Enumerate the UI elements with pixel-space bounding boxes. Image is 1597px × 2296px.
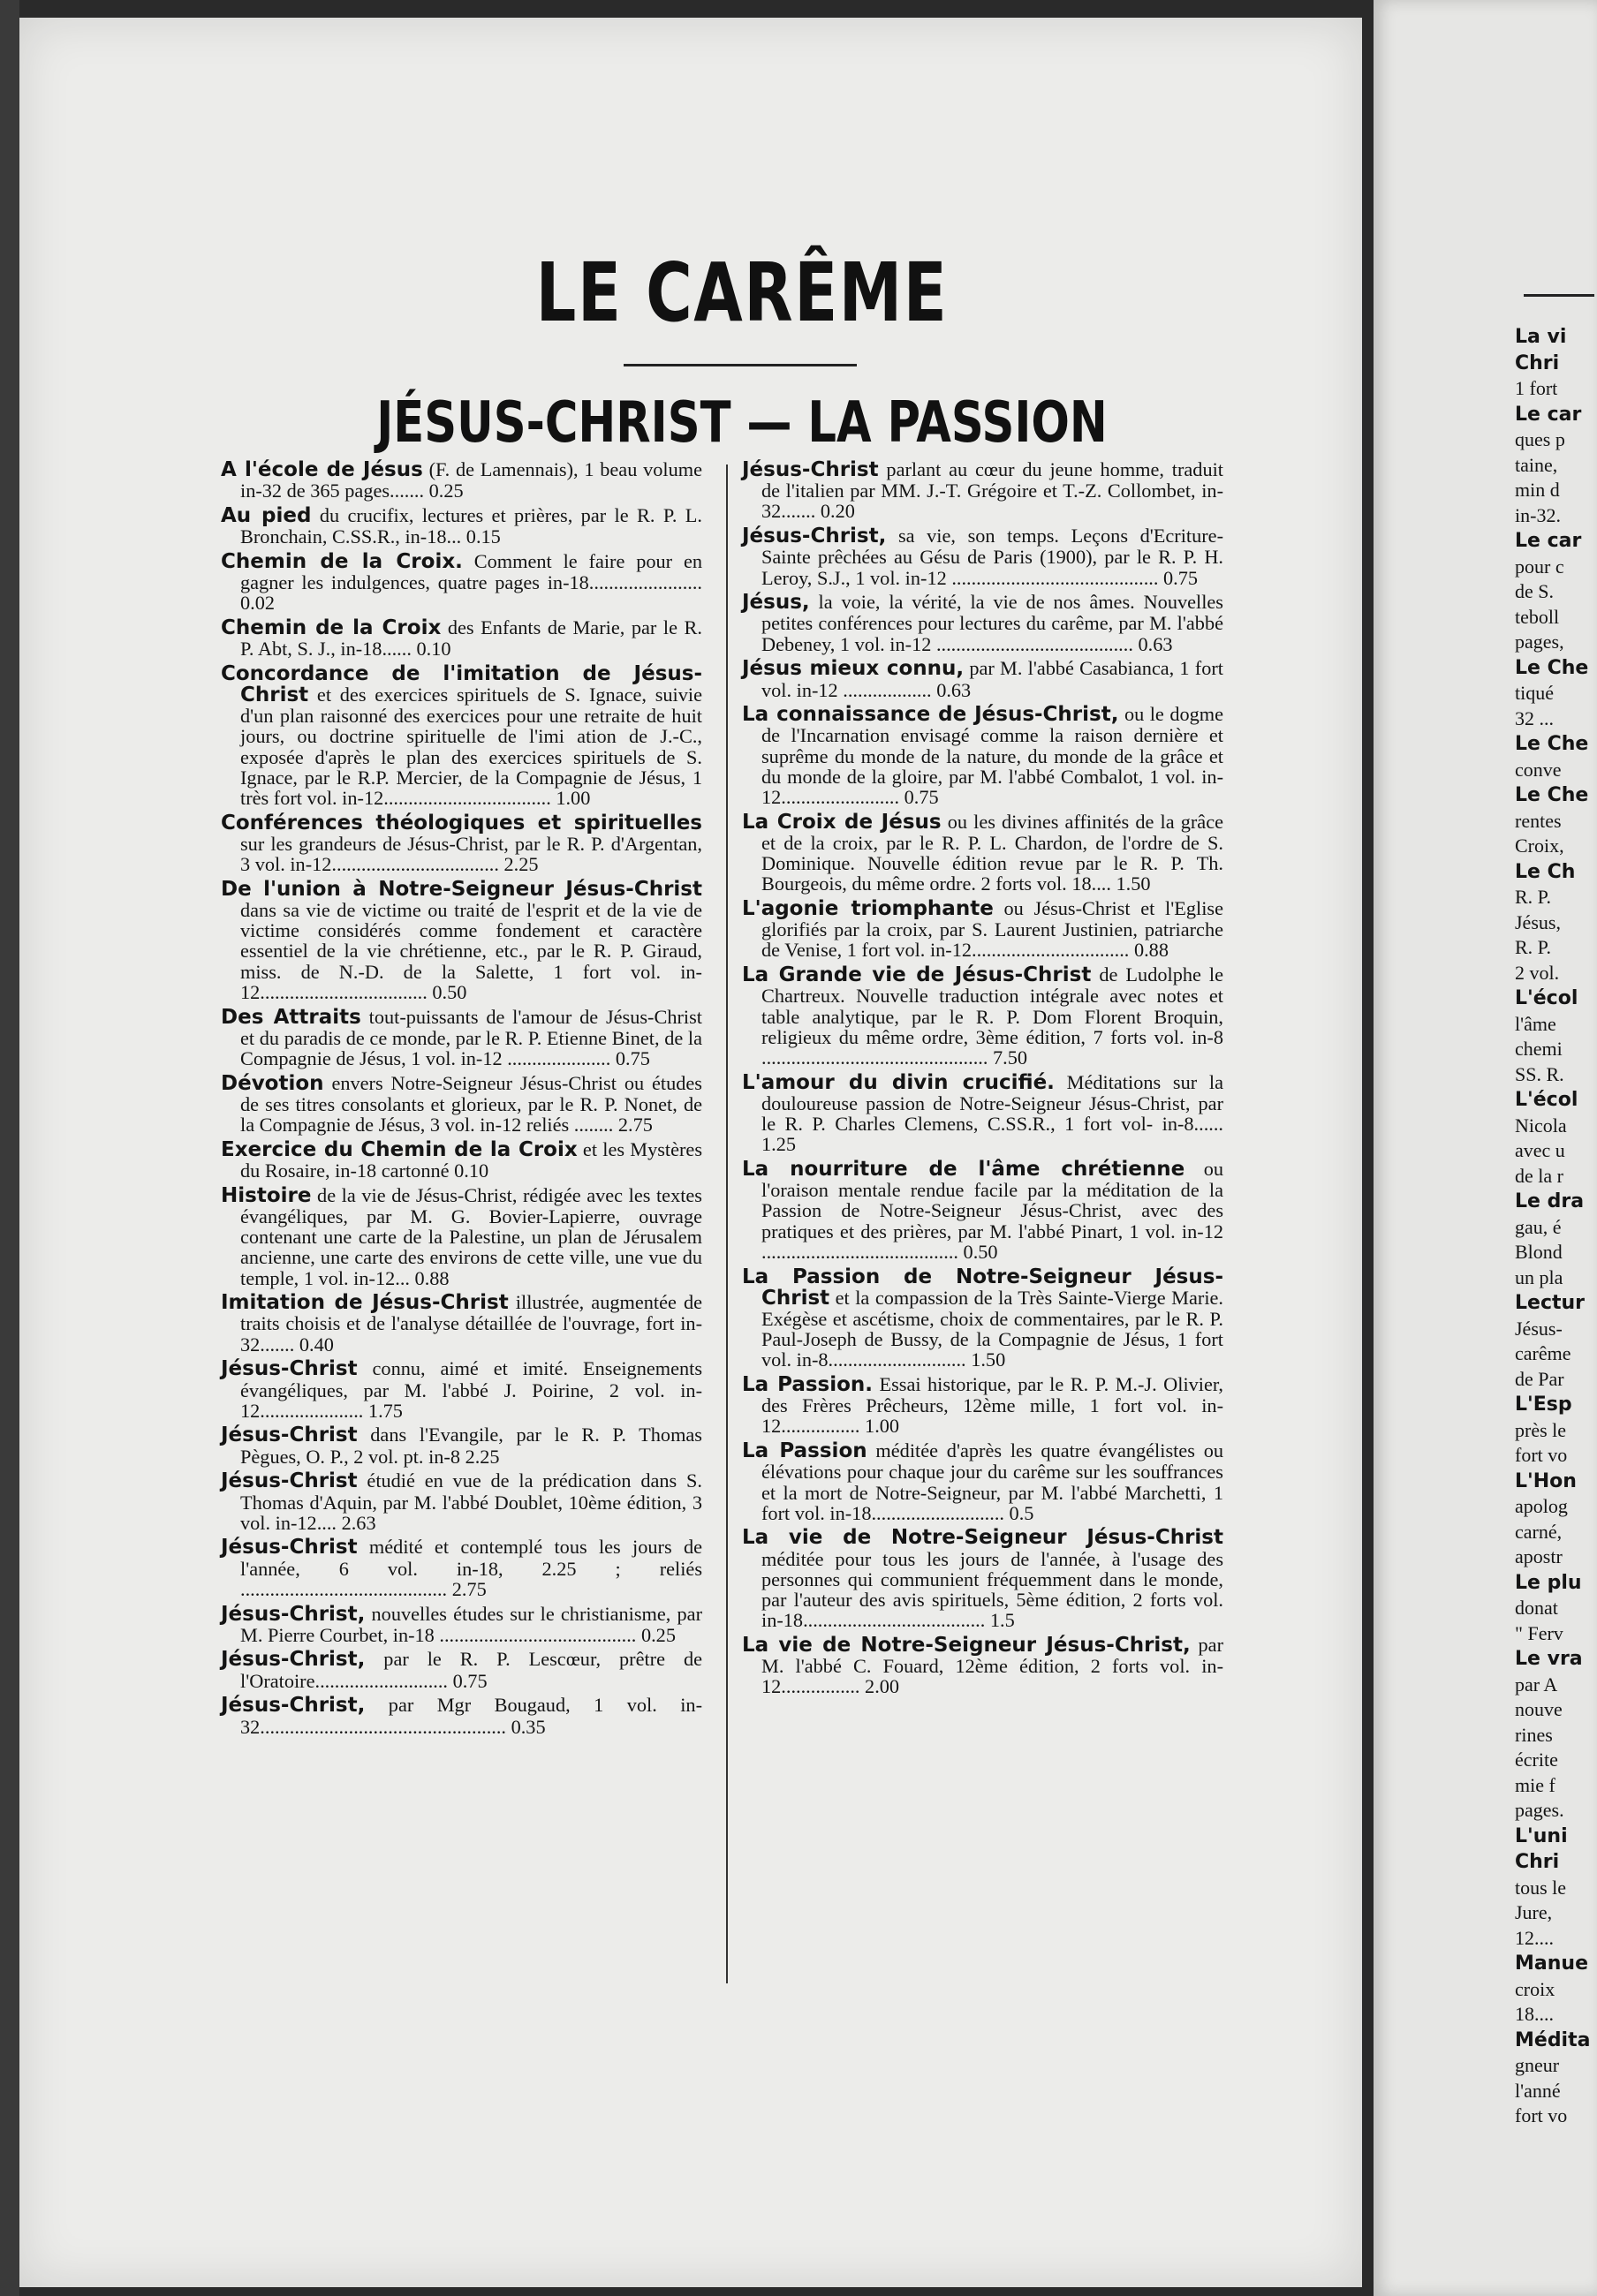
catalog-entry: [1515, 1242, 1597, 1263]
catalog-entry: [742, 1159, 1223, 1262]
catalog-entry: [221, 1358, 702, 1421]
left-column: [221, 459, 702, 1741]
catalog-entry: [221, 1292, 702, 1355]
catalog-entry: [1515, 1826, 1597, 1847]
catalog-entry: [1515, 809, 1597, 832]
catalog-entry: [221, 505, 702, 547]
catalog-entry: [1515, 1621, 1597, 1644]
adjacent-page-column: [1515, 327, 1597, 2132]
entry-description: croix: [1515, 1977, 1555, 2000]
entry-description: des Enfants de Marie, par le R. P. Abt, S. J., in-18...... 0.10: [240, 616, 703, 661]
entry-description: ou Jésus-Christ et l'Eglise glorifiés par la croix, par S. Laurent Justinien, patriarche de Venise, 1 fort vol. in-12................................ 0.88: [761, 897, 1223, 962]
catalog-entry: [1515, 1012, 1597, 1035]
catalog-entry: [742, 898, 1223, 961]
catalog-entry: [742, 812, 1223, 895]
catalog-entry: [1515, 1418, 1597, 1441]
catalog-entry: [221, 551, 702, 614]
entry-description: chemi: [1515, 1038, 1563, 1060]
catalog-entry: [742, 459, 1223, 522]
entry-description: par le R. P. Lescœur, prêtre de l'Oratoire........................... 0.75: [240, 1648, 702, 1692]
entry-title: La Passion.: [742, 1373, 874, 1397]
catalog-entry: [1515, 1116, 1597, 1137]
title-rule: [624, 364, 857, 366]
entry-description: sa vie, son temps. Leçons d'Ecriture-Sainte prêchées au Gésu de Paris (1900), par le R. P. H. Leroy, S.J., 1 vol. in-12 .......................................... 0.75: [761, 525, 1223, 589]
catalog-entry: [742, 1072, 1223, 1155]
entry-description: l'anné: [1515, 2079, 1561, 2102]
catalog-entry: [221, 1649, 702, 1690]
entry-description: écrite: [1515, 1748, 1558, 1771]
entry-description: sur les grandeurs de Jésus-Christ, par le R. P. d'Argentan, 3 vol. in-12.................................. 2.25: [240, 832, 702, 876]
entry-title: Le plu: [1515, 1571, 1582, 1594]
entry-description: fort vo: [1515, 2104, 1568, 2126]
catalog-entry: [1515, 430, 1597, 450]
entry-description: rines: [1515, 1723, 1553, 1746]
entry-title: La vie de Notre-Seigneur Jésus-Christ: [742, 1526, 1223, 1550]
entry-description: méditée d'après les quatre évangélistes ou élévations pour chaque jour du carême sur les souffrances et la mort de Notre-Seigneur, par M. l'abbé Marchetti, 1 fort vol. in-18........................... 0.5: [761, 1439, 1223, 1524]
catalog-entry: [1515, 2106, 1597, 2126]
catalog-entry: [1515, 862, 1597, 883]
catalog-entry: [1515, 734, 1597, 755]
entry-description: l'âme: [1515, 1012, 1556, 1035]
entry-description: du crucifix, lectures et prières, par le R. P. L. Bronchain, C.SS.R., in-18... 0.15: [240, 503, 702, 548]
entry-title: L'écol: [1515, 987, 1578, 1009]
entry-description: 1 fort: [1515, 377, 1558, 399]
entry-title: Le Che: [1515, 784, 1589, 806]
catalog-entry: [1515, 1773, 1597, 1796]
entry-title: Concordance de l'imitation de Jésus-Christ: [221, 661, 702, 707]
catalog-entry: [742, 525, 1223, 588]
entry-title: L'agonie triomphante: [742, 897, 994, 921]
catalog-entry: [1515, 1215, 1597, 1238]
catalog-entry: [1515, 1497, 1597, 1517]
entry-title: La vie de Notre-Seigneur Jésus-Christ,: [742, 1633, 1191, 1657]
catalog-entry: [1515, 1265, 1597, 1288]
catalog-entry: [1515, 658, 1597, 679]
entry-title: Jésus-Christ: [221, 1469, 358, 1493]
entry-title: L'Hon: [1515, 1469, 1577, 1492]
catalog-entry: [1515, 503, 1597, 526]
entry-description: pour c: [1515, 555, 1564, 578]
entry-description: par Mgr Bougaud, 1 vol. in-32.................................................. 0.35: [240, 1694, 702, 1738]
entry-description: conve: [1515, 758, 1562, 781]
catalog-entry: [1515, 2056, 1597, 2076]
catalog-entry: [1515, 1878, 1597, 1899]
entry-description: Jésus-: [1515, 1317, 1563, 1340]
right-column: [742, 459, 1223, 1701]
catalog-entry: [1515, 1801, 1597, 1821]
entry-description: in-32.: [1515, 503, 1561, 526]
entry-description: parlant au cœur du jeune homme, traduit de l'italien par MM. J.-T. Grégoire et T.-Z. Collombet, in-32....... 0.20: [761, 458, 1223, 523]
catalog-entry: [742, 1527, 1223, 1630]
catalog-entry: [1515, 2081, 1597, 2102]
entry-title: Médita: [1515, 2028, 1591, 2051]
entry-title: Jésus-Christ,: [221, 1694, 366, 1718]
entry-title: La Grande vie de Jésus-Christ: [742, 963, 1092, 987]
entry-description: étudié en vue de la prédication dans S. Thomas d'Aquin, par M. l'abbé Doublet, 10ème édition, 3 vol. in-12.... 2.63: [240, 1469, 702, 1534]
entry-description: tout-puissants de l'amour de Jésus-Christ et du paradis de ce monde, par le R. P. Etienne Binet, de la Compagnie de Jésus, 1 vol. in-12 ..................... 0.75: [240, 1005, 702, 1069]
entry-description: ques p: [1515, 428, 1565, 450]
entry-description: méditée pour tous les jours de l'année, à l'usage des personnes qui communient fréquemment dans le monde, par l'auteur des avis spirituels, 5ème édition, 2 forts vol. in-18..................................... 1.5: [761, 1547, 1223, 1632]
catalog-entry: [221, 617, 702, 659]
catalog-entry: [1515, 1903, 1597, 1923]
entry-description: apolog: [1515, 1495, 1568, 1517]
entry-description: Essai historique, par le R. P. M.-J. Olivier, des Frères Prêcheurs, 12ème mille, 1 fort vol. in-12................ 1.00: [761, 1373, 1223, 1438]
entry-description: carné,: [1515, 1520, 1563, 1543]
catalog-entry: [742, 704, 1223, 807]
entry-description: gau, é: [1515, 1215, 1562, 1238]
entry-description: et les Mystères du Rosaire, in-18 cartonné 0.10: [240, 1137, 703, 1182]
entry-title: Dévotion: [221, 1071, 324, 1095]
entry-description: médité et contemplé tous les jours de l'année, 6 vol. in-18, 2.25 ; reliés .......................................... 2.75: [240, 1536, 702, 1600]
catalog-entry: [1515, 1926, 1597, 1949]
entry-description: 32 ...: [1515, 706, 1554, 729]
entry-description: de Ludolphe le Chartreux. Nouvelle traduction intégrale avec notes et table analytique, par le R. P. Dom Florent Broquin, religieux du même ordre, 3ème édition, 7 forts vol. in-8 .............................................. 7.50: [761, 963, 1224, 1069]
entry-description: (F. de Lamennais), 1 beau volume in-32 de 365 pages....... 0.25: [240, 458, 702, 502]
entry-description: dans sa vie de victime ou traité de l'esprit et de la vie de victime considérés comme fondement et caractère essentiel de la vie chrétienne, etc., par le R. P. Giraud, miss. de N.-D. de la Salette, 1 fort vol. in-12.................................. 0.50: [240, 899, 702, 1003]
catalog-entry: [221, 1695, 702, 1736]
catalog-entry: [1515, 988, 1597, 1009]
entry-title: Le vra: [1515, 1648, 1583, 1670]
catalog-entry: [1515, 1039, 1597, 1060]
entry-description: dans l'Evangile, par le R. P. Thomas Pègues, O. P., 2 vol. pt. in-8 2.25: [240, 1424, 702, 1468]
catalog-entry: [1515, 1367, 1597, 1390]
entry-title: Jésus-Christ,: [221, 1648, 366, 1672]
catalog-entry: [221, 879, 702, 1002]
catalog-entry: [1515, 453, 1597, 476]
catalog-entry: [1515, 1750, 1597, 1771]
entry-title: Des Attraits: [221, 1005, 361, 1029]
catalog-entry: [1515, 1090, 1597, 1111]
entry-description: rentes: [1515, 809, 1562, 832]
catalog-entry: [221, 1470, 702, 1533]
entry-title: Jésus-Christ: [221, 1357, 358, 1381]
entry-description: et des exercices spirituels de S. Ignace, suivie d'un plan raisonné des exercices pour une retraite de huit jours, ou doctrine spirituelle de l'imi ation de J.-C., exposée d'après le plan des exercices spirituels de S. Ignace, par le R.P. Mercier, de la Compagnie de Jésus, 1 très fort vol. in-12.................................. 1.00: [240, 684, 702, 810]
entry-description: pages.: [1515, 1799, 1564, 1821]
entry-title: Jésus mieux connu,: [742, 657, 965, 681]
catalog-entry: [1515, 1164, 1597, 1187]
catalog-entry: [221, 663, 702, 808]
entry-description: tiqué: [1515, 682, 1554, 704]
entry-description: Nicola: [1515, 1114, 1567, 1137]
entry-description: illustrée, augmentée de traits choisis et de l'analyse détaillée de l'ouvrage, fort in-32....... 0.40: [240, 1291, 702, 1356]
entry-title: La nourriture de l'âme chrétienne: [742, 1158, 1185, 1181]
entry-title: Conférences théologiques et spirituelles: [221, 811, 702, 835]
entry-description: tous le: [1515, 1876, 1567, 1899]
entry-description: ou l'oraison mentale rendue facile par la méditation de la Passion de Notre-Seigneur Jésus-Christ, avec des pratiques et des prières, par M. l'abbé Pinart, 1 vol. in-12 ........................................ 0.50: [761, 1158, 1224, 1263]
entry-title: L'uni: [1515, 1824, 1568, 1847]
entry-description: un pla: [1515, 1265, 1563, 1288]
catalog-entry: [1515, 938, 1597, 958]
catalog-entry: [1515, 785, 1597, 806]
entry-title: Au pied: [221, 503, 312, 527]
catalog-entry: [1515, 1522, 1597, 1543]
entry-description: pages,: [1515, 631, 1564, 653]
entry-title: A l'école de Jésus: [221, 458, 423, 481]
catalog-entry: [742, 1635, 1223, 1697]
catalog-entry: [1515, 706, 1597, 729]
catalog-entry: [1515, 557, 1597, 578]
catalog-entry: [1515, 1598, 1597, 1619]
catalog-entry: [742, 1266, 1223, 1371]
catalog-entry: [221, 1007, 702, 1069]
entry-description: ou les divines affinités de la grâce et de la croix, par le R. P. L. Chardon, de l'ordre de S. Dominique. Nouvelle édition revue par le R. P. Th. Bourgeois, du même ordre. 2 forts vol. 18.... 1.50: [761, 810, 1223, 895]
catalog-entry: [221, 1139, 702, 1181]
entry-title: Jésus-Christ,: [742, 525, 887, 548]
catalog-entry: [1515, 1573, 1597, 1594]
catalog-entry: [742, 592, 1223, 654]
entry-description: nouve: [1515, 1698, 1563, 1720]
page-subtitle: JÉSUS-CHRIST — LA PASSION: [376, 390, 1108, 456]
entry-title: Jésus,: [742, 591, 810, 615]
entry-description: ou le dogme de l'Incarnation envisagé comme la raison dernière et suprême du monde de la nature, du monde de la grâce et du monde de la gloire, par M. l'abbé Combalot, 1 vol. in-12........................ 0.75: [761, 703, 1224, 809]
entry-title: La Croix de Jésus: [742, 810, 942, 834]
catalog-entry: [742, 1374, 1223, 1437]
entry-title: L'écol: [1515, 1089, 1578, 1111]
entry-title: Imitation de Jésus-Christ: [221, 1291, 509, 1315]
catalog-entry: [221, 812, 702, 875]
entry-description: mie f: [1515, 1773, 1555, 1796]
entry-title: Le Che: [1515, 656, 1589, 679]
entry-title: Le Ch: [1515, 860, 1576, 883]
entry-title: Chemin de la Croix.: [221, 549, 463, 573]
catalog-entry: [221, 1537, 702, 1599]
entry-title: Histoire: [221, 1183, 312, 1207]
catalog-entry: [1515, 2030, 1597, 2051]
catalog-entry: [1515, 1141, 1597, 1161]
entry-title: De l'union à Notre-Seigneur Jésus-Christ: [221, 877, 702, 901]
catalog-entry: [1515, 1394, 1597, 1416]
catalog-entry: [1515, 684, 1597, 704]
entry-title: L'amour du divin crucifié.: [742, 1070, 1055, 1094]
entry-description: gneur: [1515, 2054, 1560, 2076]
entry-title: La Passion de Notre-Seigneur Jésus-Christ: [742, 1265, 1223, 1310]
scan-edge-left: [0, 0, 19, 2296]
entry-description: la voie, la vérité, la vie de nos âmes. Nouvelles petites conférences pour lectures du carême, par M. l'abbé Debeney, 1 vol. in-12 ........................................ 0.63: [761, 591, 1223, 655]
entry-title: Jésus-Christ: [221, 1424, 358, 1447]
entry-title: La connaissance de Jésus-Christ,: [742, 703, 1119, 727]
catalog-entry: [1515, 910, 1597, 933]
catalog-entry: [1515, 1471, 1597, 1492]
entry-title: Chri: [1515, 1851, 1560, 1873]
catalog-entry: [1515, 1977, 1597, 2000]
entry-description: teboll: [1515, 605, 1560, 628]
entry-description: de Par: [1515, 1367, 1564, 1390]
catalog-entry: [1515, 1062, 1597, 1085]
catalog-entry: [742, 964, 1223, 1068]
catalog-entry: [1515, 1547, 1597, 1567]
entry-description: Croix,: [1515, 835, 1564, 857]
entry-title: Jésus-Christ: [742, 458, 879, 481]
entry-title: Chri: [1515, 351, 1560, 374]
catalog-entry: [742, 1440, 1223, 1523]
catalog-entry: [1515, 1446, 1597, 1466]
entry-description: et la compassion de la Très Sainte-Vierge Marie. Exégèse et ascétisme, choix de commentaires, par le R. P. Paul-Joseph de Bussy, de la Compagnie de Jésus, 1 fort vol. in-8............................ 1.50: [761, 1286, 1223, 1371]
entry-title: La vi: [1515, 326, 1567, 348]
entry-title: Exercice du Chemin de la Croix: [221, 1137, 578, 1161]
entry-description: par M. l'abbé C. Fouard, 12ème édition, 2 forts vol. in-12................ 2.00: [761, 1633, 1224, 1698]
entry-description: par A: [1515, 1673, 1558, 1696]
entry-description: de la vie de Jésus-Christ, rédigée avec les textes évangéliques, par M. G. Bovier-Lapierre, ouvrage contenant une carte de la Palestine, un plan de Jérusalem ancienne, une carte des environs de cette ville, une vue du temple, 1 vol. in-12... 0.88: [240, 1183, 702, 1289]
entry-description: Jure,: [1515, 1901, 1553, 1923]
entry-description: Méditations sur la douloureuse passion de Notre-Seigneur Jésus-Christ, par le R. P. Charles Clemens, C.SS.R., 1 fort vol- in-8...... 1.25: [761, 1070, 1223, 1156]
entry-description: Comment le faire pour en gagner les indulgences, quatre pages in-18....................... 0.02: [240, 549, 702, 615]
catalog-entry: [221, 459, 702, 501]
entry-title: Chemin de la Croix: [221, 616, 442, 639]
catalog-entry: [1515, 353, 1597, 374]
entry-description: R. P.: [1515, 886, 1551, 908]
catalog-entry: [1515, 632, 1597, 653]
entry-description: connu, aimé et imité. Enseignements évangéliques, par M. l'abbé J. Poirine, 2 vol. in-12..................... 1.75: [240, 1357, 702, 1422]
entry-description: donat: [1515, 1597, 1558, 1619]
entry-description: Blond: [1515, 1241, 1563, 1263]
entry-description: min d: [1515, 479, 1560, 501]
catalog-entry: [1515, 480, 1597, 501]
entry-title: La Passion: [742, 1439, 867, 1463]
catalog-entry: [221, 1604, 702, 1645]
catalog-entry: [1515, 327, 1597, 348]
catalog-entry: [1515, 1293, 1597, 1314]
catalog-entry: [1515, 1649, 1597, 1670]
entry-description: avec u: [1515, 1139, 1565, 1161]
catalog-entry: [1515, 605, 1597, 628]
catalog-entry: [221, 1073, 702, 1136]
catalog-entry: [1515, 1700, 1597, 1720]
catalog-entry: [1515, 379, 1597, 399]
catalog-entry: [1515, 963, 1597, 984]
entry-description: envers Notre-Seigneur Jésus-Christ ou études de ses titres consolants et glorieux, par le R. P. Nonet, de la Compagnie de Jésus, 3 vol. in-12 reliés ........ 2.75: [240, 1071, 702, 1137]
catalog-entry: [1515, 1344, 1597, 1364]
entry-description: R. P.: [1515, 936, 1551, 958]
catalog-entry: [1515, 1319, 1597, 1340]
adjacent-page-rule: [1524, 294, 1594, 297]
entry-description: Jésus,: [1515, 910, 1561, 933]
entry-description: fort vo: [1515, 1444, 1568, 1466]
catalog-entry: [1515, 1953, 1597, 1975]
entry-description: 12....: [1515, 1926, 1554, 1949]
entry-title: Jésus-Christ,: [221, 1602, 366, 1626]
catalog-entry: [1515, 531, 1597, 552]
entry-title: Le car: [1515, 530, 1582, 552]
entry-title: L'Esp: [1515, 1393, 1572, 1416]
catalog-entry: [1515, 887, 1597, 908]
entry-description: près le: [1515, 1418, 1567, 1441]
column-divider: [726, 464, 728, 1983]
entry-description: 2 vol.: [1515, 961, 1560, 984]
entry-title: Le Che: [1515, 733, 1589, 755]
entry-description: SS. R.: [1515, 1062, 1564, 1085]
entry-title: Le car: [1515, 403, 1582, 426]
catalog-entry: [1515, 760, 1597, 781]
catalog-entry: [1515, 1675, 1597, 1696]
entry-title: Jésus-Christ: [221, 1536, 358, 1560]
entry-description: taine,: [1515, 453, 1558, 476]
catalog-entry: [742, 658, 1223, 699]
entry-description: apostr: [1515, 1545, 1563, 1567]
entry-description: carême: [1515, 1342, 1571, 1364]
catalog-entry: [1515, 582, 1597, 602]
entry-description: 18....: [1515, 2003, 1554, 2025]
catalog-entry: [221, 1424, 702, 1466]
catalog-entry: [1515, 1191, 1597, 1212]
entry-description: nouvelles études sur le christianisme, par M. Pierre Courbet, in-18 ........................................ 0.25: [240, 1602, 702, 1646]
entry-title: Lectur: [1515, 1292, 1586, 1314]
page-title: LE CARÊME: [535, 245, 949, 340]
entry-description: de la r: [1515, 1164, 1563, 1187]
catalog-entry: [1515, 1852, 1597, 1873]
entry-description: de S.: [1515, 580, 1554, 602]
catalog-entry: [1515, 1723, 1597, 1746]
catalog-entry: [221, 1185, 702, 1288]
catalog-entry: [1515, 404, 1597, 426]
entry-description: par M. l'abbé Casabianca, 1 fort vol. in-12 .................. 0.63: [761, 657, 1223, 701]
entry-title: Manue: [1515, 1952, 1588, 1975]
entry-description: " Ferv: [1515, 1621, 1563, 1644]
catalog-entry: [1515, 2005, 1597, 2025]
entry-title: Le dra: [1515, 1190, 1585, 1212]
catalog-entry: [1515, 836, 1597, 857]
